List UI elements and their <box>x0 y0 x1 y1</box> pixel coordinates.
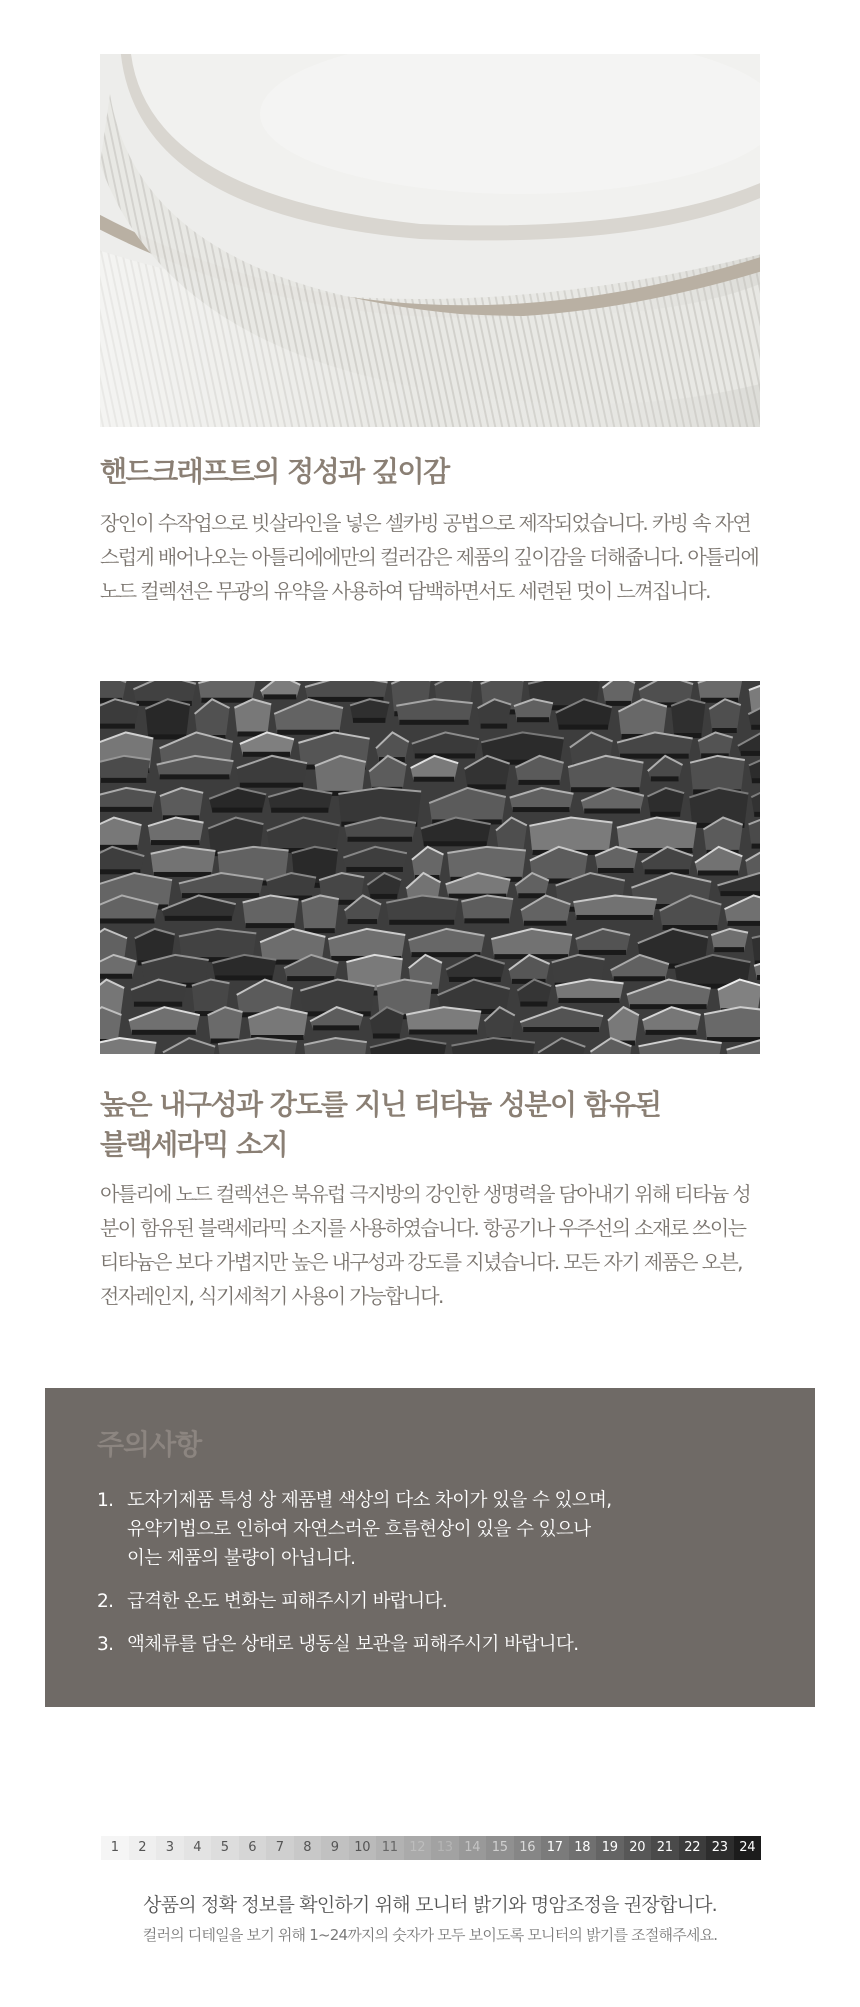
brightness-scale-cell: 24 <box>734 1836 762 1860</box>
brightness-scale <box>101 1836 761 1860</box>
brightness-scale-cell: 20 <box>624 1836 652 1860</box>
brightness-scale-cell: 2 <box>129 1836 157 1860</box>
caution-item <box>97 1587 777 1616</box>
basalt-rock-photo <box>100 681 760 1054</box>
brightness-scale-cell: 13 <box>431 1836 459 1860</box>
monitor-subnotice: 컬러의 디테일을 보기 위해 1~24까지의 숫자가 모두 보이도록 모니터의 밝기를 조절해주세요. <box>142 1926 718 1944</box>
titanium-title: 높은 내구성과 강도를 지닌 티타늄 성분이 함유된 블랙세라믹 소지 <box>100 1088 661 1161</box>
brightness-scale-cell: 5 <box>211 1836 239 1860</box>
brightness-scale-cell: 1 <box>101 1836 129 1860</box>
brightness-scale-cell: 12 <box>404 1836 432 1860</box>
caution-item-text: 액체류를 담은 상태로 냉동실 보관을 피해주시기 바랍니다. <box>127 1634 579 1655</box>
titanium-section <box>100 1085 762 1313</box>
brightness-scale-cell: 15 <box>486 1836 514 1860</box>
brightness-scale-cell: 7 <box>266 1836 294 1860</box>
caution-list <box>97 1486 777 1673</box>
caution-item-number: 3. <box>97 1634 114 1655</box>
brightness-scale-cell: 14 <box>459 1836 487 1860</box>
brightness-scale-cell: 19 <box>596 1836 624 1860</box>
craft-section <box>100 452 762 608</box>
caution-box <box>45 1388 815 1707</box>
monitor-notice: 상품의 정확 정보를 확인하기 위해 모니터 밝기와 명암조정을 권장합니다. <box>143 1894 717 1916</box>
brightness-scale-cell: 10 <box>349 1836 377 1860</box>
craft-title: 핸드크래프트의 정성과 깊이감 <box>100 455 449 488</box>
brightness-scale-cell: 17 <box>541 1836 569 1860</box>
caution-title: 주의사항 <box>97 1428 202 1461</box>
caution-item-text: 도자기제품 특성 상 제품별 색상의 다소 차이가 있을 수 있으며, 유약기법으로 인하여 자연스러운 흐름현상이 있을 수 있으나 이는 제품의 불량이 아닙니다. <box>127 1490 612 1569</box>
caution-item <box>97 1486 777 1573</box>
brightness-scale-cell: 11 <box>376 1836 404 1860</box>
caution-item <box>97 1630 777 1659</box>
brightness-scale-cell: 21 <box>651 1836 679 1860</box>
caution-item-number: 1. <box>97 1490 114 1511</box>
caution-item-number: 2. <box>97 1591 114 1612</box>
brightness-scale-cell: 23 <box>706 1836 734 1860</box>
brightness-scale-cell: 9 <box>321 1836 349 1860</box>
brightness-scale-cell: 6 <box>239 1836 267 1860</box>
titanium-description: 아틀리에 노드 컬렉션은 북유럽 극지방의 강인한 생명력을 담아내기 위해 티타늄 성분이 함유된 블랙세라믹 소지를 사용하였습니다. 항공기나 우주선의 소재로 쓰이는 티타늄은 보다 가볍지만 높은 내구성과 강도를 지녔습니다. 모든 자기 제품은 오븐, 전자레인지, 식기세척기 사용이 가능합니다. <box>100 1182 751 1308</box>
caution-item-text: 급격한 온도 변화는 피해주시기 바랍니다. <box>127 1591 448 1612</box>
brightness-scale-cell: 4 <box>184 1836 212 1860</box>
brightness-scale-cell: 18 <box>569 1836 597 1860</box>
brightness-scale-cell: 22 <box>679 1836 707 1860</box>
brightness-scale-cell: 16 <box>514 1836 542 1860</box>
bowls-photo <box>100 54 760 427</box>
craft-description: 장인이 수작업으로 빗살라인을 넣은 셀카빙 공법으로 제작되었습니다. 카빙 속 자연스럽게 배어나오는 아틀리에에만의 컬러감은 제품의 깊이감을 더해줍니다. 아틀리에 노드 컬렉션은 무광의 유약을 사용하여 담백하면서도 세련된 멋이 느껴집니다. <box>100 511 759 603</box>
brightness-scale-cell: 3 <box>156 1836 184 1860</box>
brightness-scale-cell: 8 <box>294 1836 322 1860</box>
